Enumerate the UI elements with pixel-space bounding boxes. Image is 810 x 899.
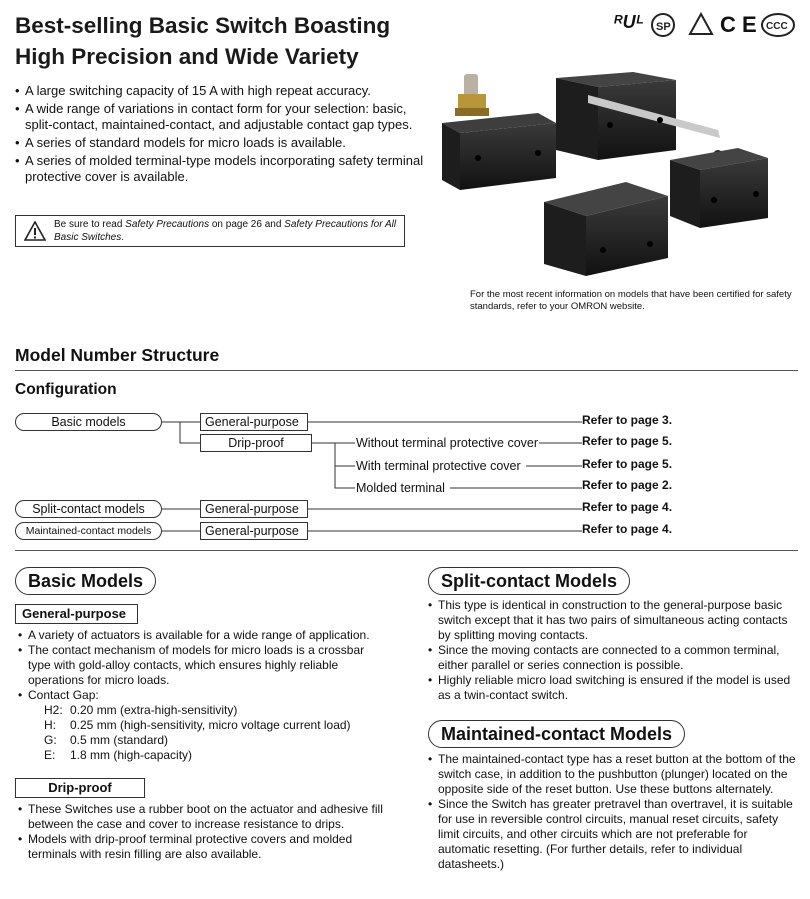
contact-gap-row: H: 0.25 mm (high-sensitivity, micro voltage current load): [44, 718, 351, 732]
list-item: • Since the Switch has greater pretravel than overtravel, it is suitable for use in reversible control circuits, manual reset circuits, safety limit circuits, and other circuits which are not preferable for automatic resetting. (For further details, refer to individual datasheets.): [428, 797, 798, 872]
general-purpose-text: [18, 628, 383, 763]
feature-item: • A series of standard models for micro loads is available.: [15, 135, 435, 151]
feature-item: • A wide range of variations in contact form for your selection: basic, split-contact, maintained-contact, and adjustable contact gap types.: [15, 101, 435, 133]
category-basic-models: Basic models: [15, 413, 162, 431]
list-item: • The contact mechanism of models for micro loads is a crossbar type with gold-alloy contacts, which ensures highly reliable operations for micro loads.: [18, 643, 383, 688]
category-split-contact-models: Split-contact models: [15, 500, 162, 518]
split-contact-models-title: Split-contact Models: [428, 567, 630, 595]
drip-proof-label: Drip-proof: [15, 778, 145, 798]
category-maintained-contact-models: Maintained-contact models: [15, 522, 162, 540]
list-item: • A variety of actuators is available for a wide range of application.: [18, 628, 383, 643]
ref-page-link[interactable]: Refer to page 5.: [582, 457, 673, 471]
basic-models-title: Basic Models: [15, 567, 156, 595]
ref-page-link[interactable]: Refer to page 3.: [582, 413, 673, 427]
title-line-2: High Precision and Wide Variety: [15, 44, 359, 69]
ref-page-link[interactable]: Refer to page 4.: [582, 522, 673, 536]
ul-mark-icon: ᴿUᴸ: [613, 12, 644, 32]
option-with-cover: With terminal protective cover: [356, 459, 521, 473]
title-line-1: Best-selling Basic Switch Boasting: [15, 13, 391, 38]
maintained-contact-text: [428, 752, 798, 872]
ce-mark-icon: C E: [720, 12, 757, 37]
contact-gap-row: H2: 0.20 mm (extra-high-sensitivity): [44, 703, 238, 717]
warning-text: Be sure to read Safety Precautions on page 26 and Safety Precautions for All Basic Switches.: [54, 219, 397, 243]
list-item: • Since the moving contacts are connected to a common terminal, either parallel or series connection is possible.: [428, 643, 798, 673]
ref-page-link[interactable]: Refer to page 5.: [582, 434, 673, 448]
ccc-mark-text: CCC: [766, 21, 788, 32]
list-item: • These Switches use a rubber boot on the actuator and adhesive fill between the case and cover to increase resistance to drips.: [18, 802, 388, 832]
contact-gap-row: G: 0.5 mm (standard): [44, 733, 169, 747]
list-item: • The maintained-contact type has a reset button at the bottom of the switch case, in addition to the pushbutton (plunger) located on the opposite side of the reset button. Use these buttons alternately.: [428, 752, 798, 797]
csa-mark-text: SP: [656, 21, 671, 33]
contact-gap-row: E: 1.8 mm (high-capacity): [44, 748, 193, 762]
safety-precautions-link[interactable]: Safety Precautions: [125, 219, 210, 230]
option-without-cover: Without terminal protective cover: [356, 436, 539, 450]
maintained-contact-models-title: Maintained-contact Models: [428, 720, 685, 748]
type-general-purpose-basic: General-purpose: [200, 413, 308, 431]
feature-item: • A series of molded terminal-type models incorporating safety terminal protective cover is available.: [15, 153, 435, 185]
model-structure-heading: Model Number Structure: [15, 345, 220, 365]
split-contact-text: [428, 598, 798, 703]
section-divider: [15, 550, 798, 551]
ref-page-link[interactable]: Refer to page 2.: [582, 478, 673, 492]
list-item: • Highly reliable micro load switching is ensured if the model is used as a twin-contact switch.: [428, 673, 798, 703]
ref-page-link[interactable]: Refer to page 4.: [582, 500, 673, 514]
feature-item: • A large switching capacity of 15 A with high repeat accuracy.: [15, 83, 435, 99]
general-purpose-label: General-purpose: [15, 604, 138, 624]
configuration-heading: Configuration: [15, 381, 117, 398]
type-drip-proof: Drip-proof: [200, 434, 312, 452]
type-general-purpose-maintained: General-purpose: [200, 522, 308, 540]
drip-proof-text: [18, 802, 388, 862]
list-item: • Models with drip-proof terminal protective covers and molded terminals with resin filling are also available.: [18, 832, 388, 862]
type-general-purpose-split: General-purpose: [200, 500, 308, 518]
list-item: • Contact Gap:: [18, 688, 383, 703]
list-item: • This type is identical in construction to the general-purpose basic switch except that it has two pairs of simultaneous acting contacts by splitting moving contacts.: [428, 598, 798, 643]
option-molded-terminal: Molded terminal: [356, 481, 445, 495]
photo-caption: For the most recent information on models that have been certified for safety standards, refer to your OMRON website.: [470, 289, 792, 312]
safety-precautions-all-link[interactable]: Safety Precautions for All Basic Switches: [54, 219, 397, 243]
